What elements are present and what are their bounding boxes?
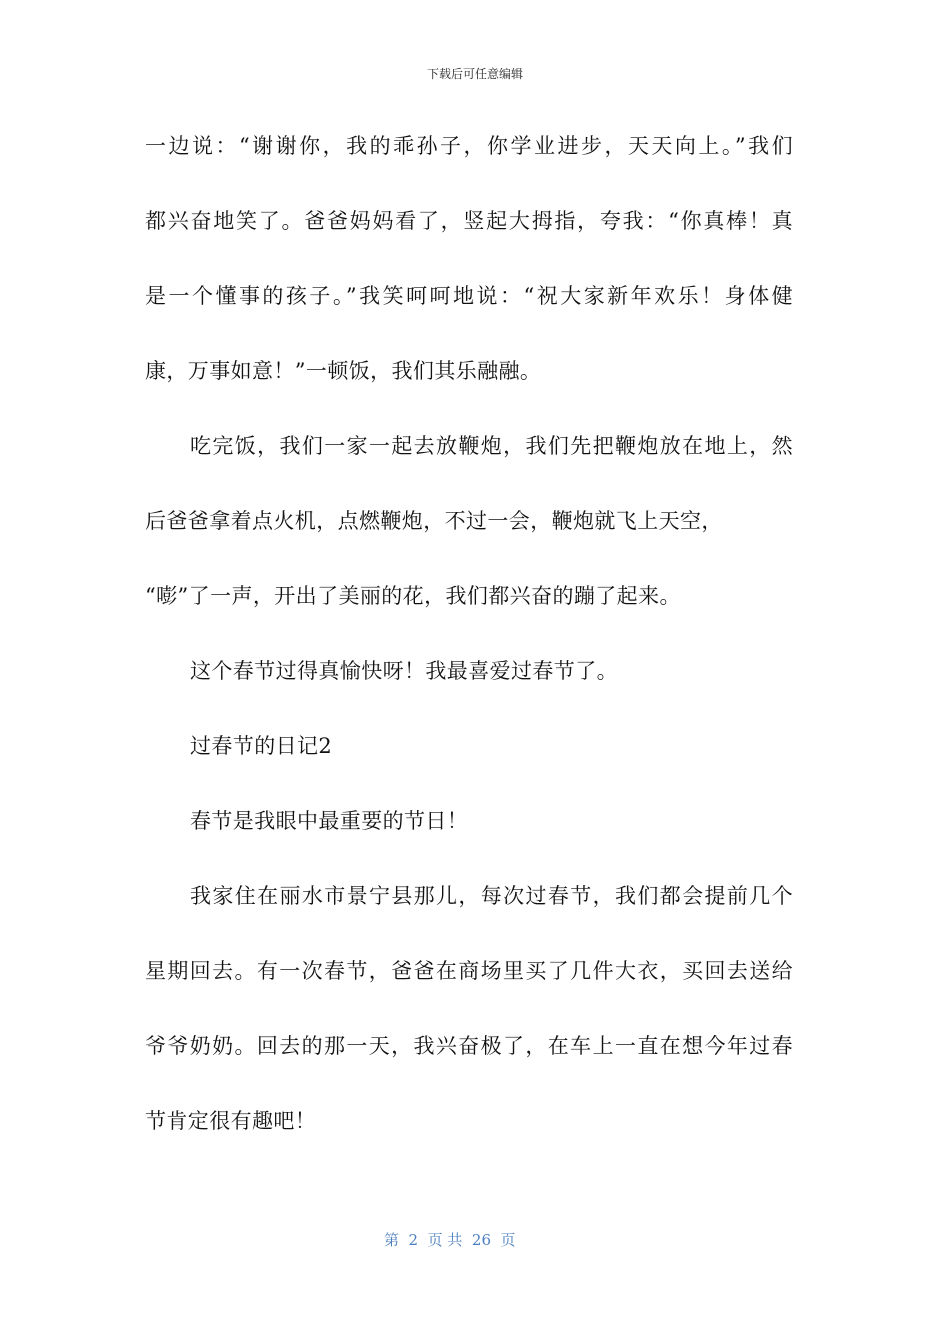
body-line: 都兴奋地笑了。爸爸妈妈看了，竖起大拇指，夸我：“你真棒！真: [145, 209, 793, 233]
body-line: 吃完饭，我们一家一起去放鞭炮，我们先把鞭炮放在地上，然: [190, 434, 793, 458]
body-line: 是一个懂事的孩子。”我笑呵呵地说：“祝大家新年欢乐！身体健: [145, 284, 793, 308]
page-number-footer: 第 2 页 共 26 页: [384, 1231, 516, 1249]
body-line: 后爸爸拿着点火机，点燃鞭炮，不过一会，鞭炮就飞上天空，: [145, 509, 723, 533]
body-line: 节肯定很有趣吧！: [145, 1109, 317, 1133]
body-line: 春节是我眼中最重要的节日！: [190, 809, 469, 833]
body-line: 爷爷奶奶。回去的那一天，我兴奋极了，在车上一直在想今年过春: [145, 1034, 793, 1058]
body-line: 一边说：“谢谢你，我的乖孙子，你学业进步，天天向上。”我们: [145, 134, 793, 158]
page-header-note: 下载后可任意编辑: [426, 67, 523, 81]
body-line: 康，万事如意！”一顿饭，我们其乐融融。: [145, 359, 542, 383]
body-line: 这个春节过得真愉快呀！我最喜爱过春节了。: [190, 659, 618, 683]
body-line: “嘭”了一声，开出了美丽的花，我们都兴奋的蹦了起来。: [145, 584, 681, 608]
document-body: [145, 122, 793, 1172]
body-line: 星期回去。有一次春节，爸爸在商场里买了几件大衣，买回去送给: [145, 959, 793, 983]
body-line: 我家住在丽水市景宁县那儿，每次过春节，我们都会提前几个: [190, 884, 793, 908]
section-heading: 过春节的日记2: [190, 734, 333, 758]
